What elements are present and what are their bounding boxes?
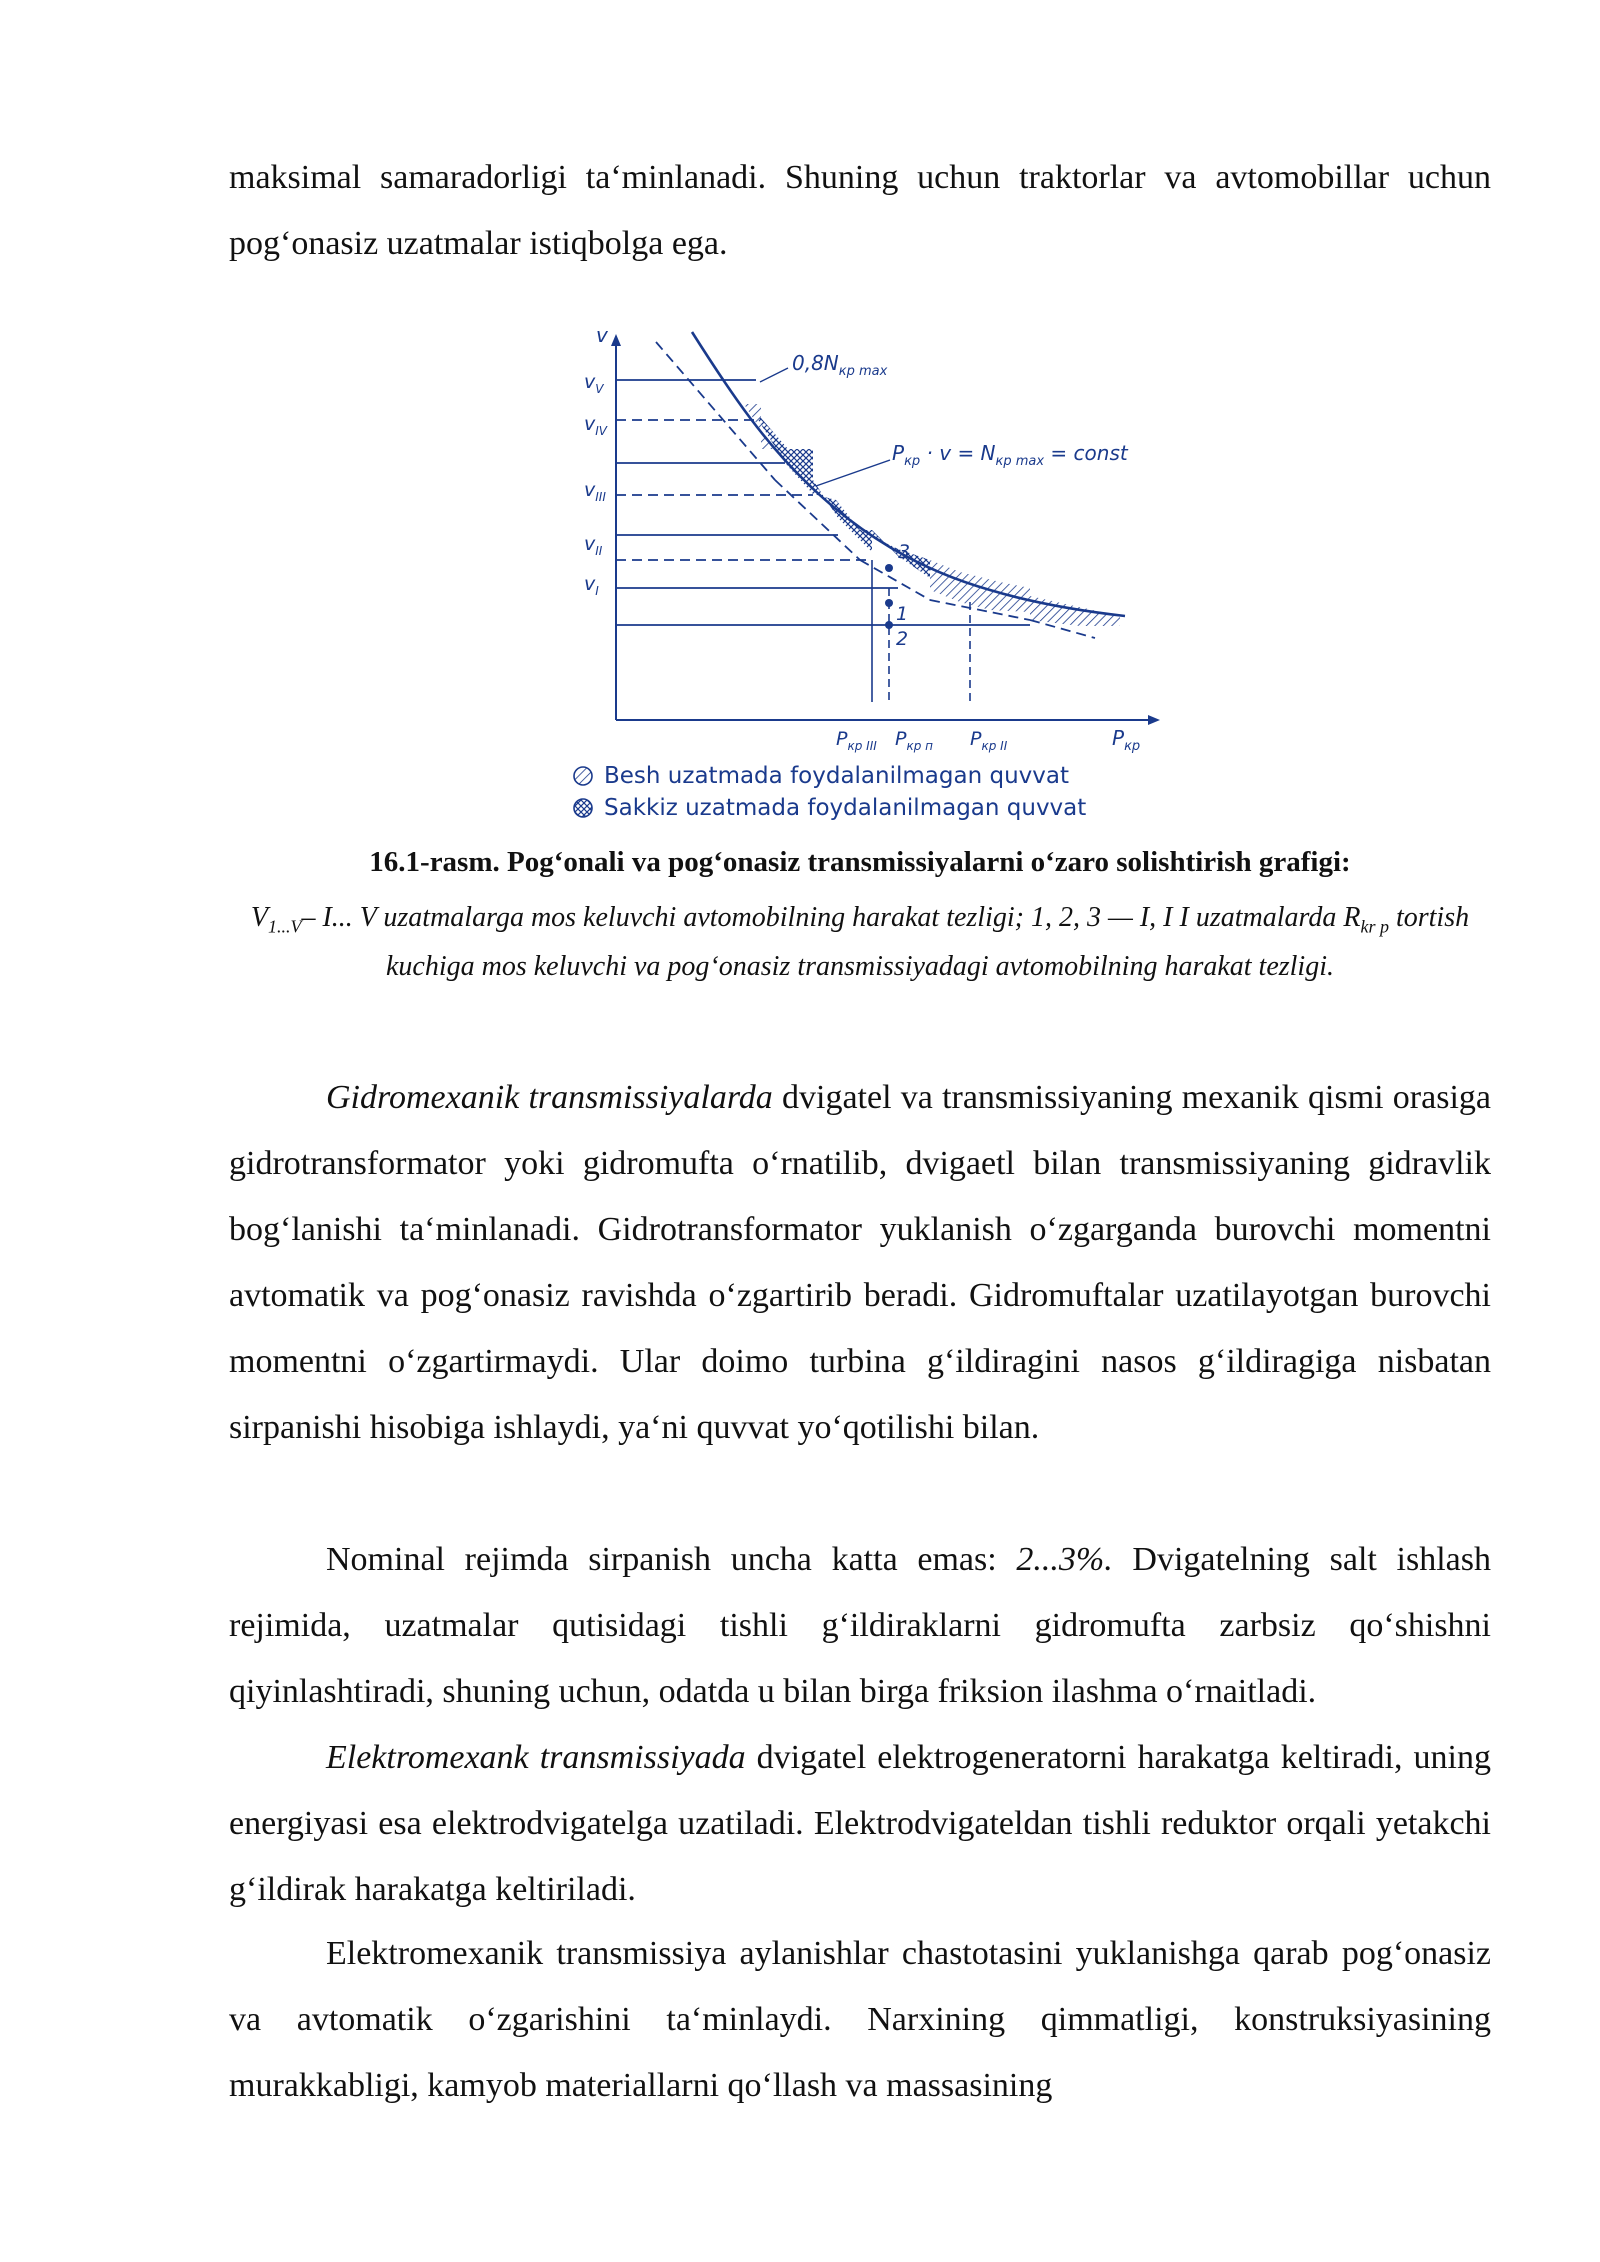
y-tick-label: $v_I$ bbox=[584, 573, 599, 598]
legend-label-eight-gears: Sakkiz uzatmada foydalanilmagan quvvat bbox=[604, 795, 1087, 821]
region-eight-gears-1 bbox=[757, 418, 813, 494]
point-3 bbox=[885, 564, 893, 572]
y-axis-arrow bbox=[611, 334, 621, 346]
term-hydromechanical: Gidromexanik transmissiyalarda bbox=[326, 1079, 773, 1116]
region-hatch-right bbox=[1030, 596, 1120, 626]
point-1 bbox=[885, 599, 893, 607]
point-label-1: 1 bbox=[896, 603, 909, 625]
point-label-3: 3 bbox=[898, 541, 911, 563]
paragraph-top: maksimal samaradorligi ta‘minlanadi. Shuning uchun traktorlar va avtomobillar uchun pog‘onasiz uzatmalar istiqbolga ega. bbox=[229, 159, 1491, 262]
figure-legend bbox=[572, 760, 1172, 824]
paragraph-hydromechanical: Gidromexanik transmissiyalarda dvigatel va transmissiyaning mexanik qismi orasiga gidrotransformator yoki gidromufta o‘rnatilib, dvigaetl bilan transmissiyaning gidravlik bog‘lanishi ta‘minlanadi. Gidrotransformator yuklanish o‘zgarganda burovchi momentni avtomatik va pog‘onasiz ravishda o‘zgartirib beradi. Gidromuftalar uzatilayotgan burovchi momentni o‘zgartirmaydi. Ular doimo turbina g‘ildiragini nasos g‘ildiragiga nisbatan sirpanishi hisobiga ishlaydi, ya‘ni quvvat yo‘qotilishi bilan. bbox=[229, 1079, 1491, 1446]
paragraph-electromechanical: Elektromexank transmissiyada dvigatel elektrogeneratorni harakatga keltiradi, uning energiyasi esa elektrodvigatelga uzatiladi. Elektrodvigateldan tishli reduktor orqali yetakchi g‘ildirak harakatga keltiriladi. bbox=[229, 1739, 1491, 1908]
slip-value: 2...3%. bbox=[1016, 1541, 1113, 1578]
paragraph-slip: Nominal rejimda sirpanish uncha katta emas: 2...3%. Dvigatelning salt ishlash rejimida, uzatmalar qutisidagi tishli g‘ildiraklarni gidromufta zarbsiz qo‘shishni qiyinlashtiradi, shuning uchun, odatda u bilan birga friksion ilashma o‘rnaitladi. bbox=[229, 1541, 1491, 1710]
legend-label-five-gears: Besh uzatmada foydalanilmagan quvvat bbox=[604, 763, 1069, 789]
y-tick-label: $v_{IV}$ bbox=[584, 413, 607, 438]
paragraph-electromechanical-2: Elektromexanik transmissiya aylanishlar chastotasini yuklanishga qarab pog‘onasiz va avtomatik o‘zgarishini ta‘minlaydi. Narxining qimmatligi, konstruksiyasining murakkabligi, kamyob materiallarni qo‘llash va massasining bbox=[229, 1935, 1491, 2104]
figure-caption-title: 16.1-rasm. Pog‘onali va pog‘onasiz transmissiyalarni o‘zaro solishtirish grafigi: bbox=[369, 846, 1351, 878]
x-axis-label: $P_{кр}$ bbox=[1112, 726, 1141, 754]
region-eight-gears-2 bbox=[813, 480, 872, 552]
constant-power-curve bbox=[692, 332, 1125, 616]
legend-item-five-gears bbox=[572, 760, 1172, 792]
point-2 bbox=[885, 621, 893, 629]
y-tick-label: $v_{II}$ bbox=[584, 533, 603, 558]
y-tick-label: $v_{III}$ bbox=[584, 479, 606, 504]
x-axis-arrow bbox=[1148, 715, 1160, 725]
label-const-power: $P_{кр} \cdot v = N_{кр max}$ = const bbox=[892, 441, 1128, 469]
leader-const bbox=[816, 460, 890, 486]
legend-item-eight-gears bbox=[572, 792, 1172, 824]
y-tick-labels bbox=[584, 371, 608, 598]
label-08n-max: $0,8N_{кр max}$ bbox=[792, 351, 888, 379]
hatched-circle-icon bbox=[572, 765, 594, 787]
unused-power-regions bbox=[744, 404, 1120, 626]
y-axis-label: v bbox=[596, 323, 608, 347]
crosshatched-circle-icon bbox=[572, 797, 594, 819]
y-tick-label: $v_V$ bbox=[584, 371, 604, 396]
leader-08N bbox=[760, 368, 788, 382]
x-tick-label: $P_{кр III}$ bbox=[836, 728, 877, 753]
point-label-2: 2 bbox=[896, 628, 909, 650]
x-tick-label: $P_{кр II}$ bbox=[970, 728, 1008, 753]
term-electromechanical: Elektromexank transmissiyada bbox=[326, 1739, 746, 1776]
x-tick-label: $P_{кр п}$ bbox=[895, 728, 933, 753]
x-tick-labels bbox=[836, 728, 1008, 753]
axes bbox=[616, 340, 1156, 720]
figure-caption-body: $V_{1...V}-$ I... V uzatmalarga mos keluvchi avtomobilning harakat tezligi; 1, 2, 3 — I, I I uzatmalarda $R_{kr p}$ tortish kuchiga mos keluvchi va pog‘onasiz transmissiyadagi avtomobilning harakat tezligi. bbox=[250, 902, 1470, 982]
